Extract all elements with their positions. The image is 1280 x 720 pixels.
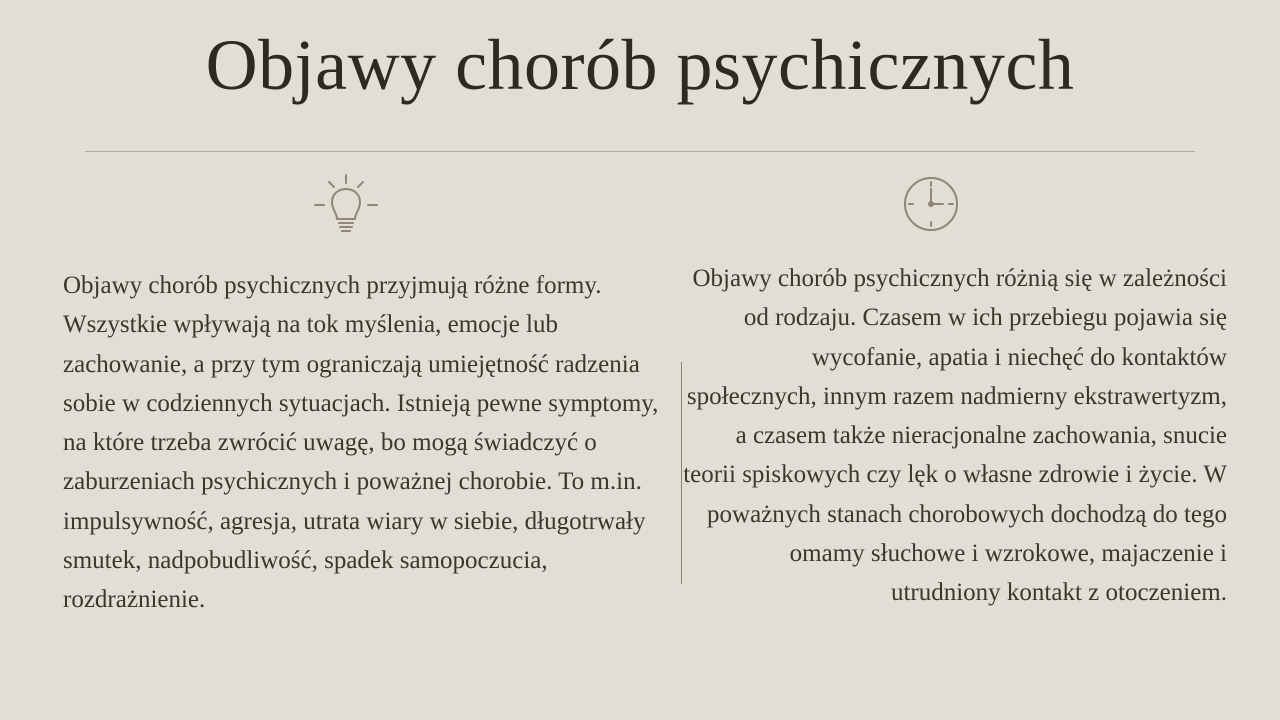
clock-icon — [896, 169, 966, 239]
lightbulb-icon — [311, 171, 381, 241]
left-column-text: Objawy chorób psychicznych przyjmują różne formy. Wszystkie wpływają na tok myślenia, emocje lub zachowanie, a przy tym ograniczają umiejętność radzenia sobie w codziennych sytuacjach. Istnieją pewne symptomy, na które trzeba zwrócić uwagę, bo mogą świadczyć o zaburzeniach psychicznych i poważnej chorobie. To m.in. impulsywność, agresja, utrata wiary w siebie, długotrwały smutek, nadpobudliwość, spadek samopoczucia, rozdrażnienie. — [63, 272, 659, 614]
right-column-text: Objawy chorób psychicznych różnią się w zależności od rodzaju. Czasem w ich przebiegu pojawia się wycofanie, apatia i niechęć do kontaktów społecznych, innym razem nadmierny ekstrawertyzm, a czasem także nieracjonalne zachowania, snucie teorii spiskowych czy lęk o własne zdrowie i życie. W poważnych stanach chorobowych dochodzą do tego omamy słuchowe i wzrokowe, majaczenie i utrudniony kontakt z otoczeniem. — [683, 265, 1227, 607]
text-cursor-line — [681, 362, 682, 584]
slide-title: Objawy chorób psychicznych — [205, 25, 1075, 105]
title-divider — [85, 151, 1195, 152]
